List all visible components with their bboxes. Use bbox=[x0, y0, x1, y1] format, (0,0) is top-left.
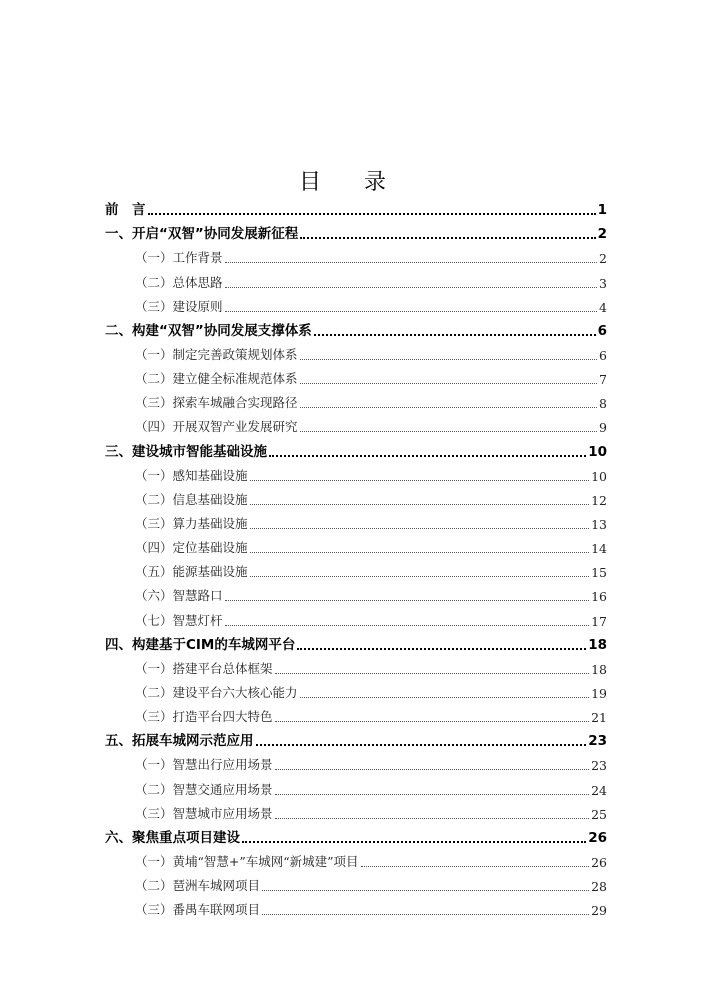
toc-entry-page-number: 6 bbox=[599, 347, 607, 363]
dot-leader bbox=[242, 841, 586, 843]
toc-entry-label: 前 言 bbox=[105, 202, 146, 219]
toc-entry-label: （二）信息基础设施 bbox=[135, 491, 248, 507]
toc-entry-label: （七）智慧灯杆 bbox=[135, 612, 223, 628]
toc-entry-label: 四、构建基于CIM的车城网平台 bbox=[105, 636, 296, 653]
toc-entry-label: 二、构建“双智”协同发展支撑体系 bbox=[105, 322, 312, 339]
toc-entry-label: （一）工作背景 bbox=[135, 250, 223, 266]
toc-section-entry[interactable] bbox=[105, 414, 607, 438]
toc-entry-page-number: 8 bbox=[599, 396, 607, 412]
dot-leader bbox=[262, 914, 589, 915]
toc-entry-label: 三、建设城市智能基础设施 bbox=[105, 443, 267, 460]
toc-section-entry[interactable] bbox=[105, 366, 607, 390]
toc-entry-page-number: 2 bbox=[599, 251, 607, 267]
dot-leader bbox=[256, 744, 587, 746]
toc-entry-label: （一）搭建平台总体框架 bbox=[135, 660, 273, 676]
toc-entry-page-number: 21 bbox=[591, 710, 607, 726]
dot-leader bbox=[269, 455, 586, 457]
dot-leader bbox=[275, 769, 590, 770]
toc-entry-label: 六、聚焦重点项目建设 bbox=[105, 829, 240, 846]
toc-entry-label: 五、拓展车城网示范应用 bbox=[105, 733, 254, 750]
toc-entry-label: （二）智慧交通应用场景 bbox=[135, 781, 273, 797]
toc-chapter-entry[interactable] bbox=[105, 728, 607, 752]
toc-entry-page-number: 12 bbox=[591, 492, 607, 508]
dot-leader bbox=[275, 721, 590, 722]
toc-section-entry[interactable] bbox=[105, 897, 607, 921]
toc-section-entry[interactable] bbox=[105, 245, 607, 269]
toc-entry-label: （二）建立健全标准规范体系 bbox=[135, 371, 298, 387]
toc-entry-page-number: 29 bbox=[591, 903, 607, 919]
toc-entry-page-number: 18 bbox=[591, 661, 607, 677]
toc-entry-page-number: 2 bbox=[597, 226, 607, 243]
toc-entry-page-number: 26 bbox=[588, 829, 607, 846]
toc-section-entry[interactable] bbox=[105, 535, 607, 559]
toc-entry-page-number: 10 bbox=[591, 468, 607, 484]
toc-entry-label: 一、开启“双智”协同发展新征程 bbox=[105, 226, 299, 243]
toc-entry-page-number: 18 bbox=[588, 636, 607, 653]
toc-entry-page-number: 23 bbox=[588, 733, 607, 750]
toc-section-entry[interactable] bbox=[105, 583, 607, 607]
dot-leader bbox=[314, 334, 596, 336]
toc-entry-page-number: 19 bbox=[591, 685, 607, 701]
toc-entry-label: （二）琶洲车城网项目 bbox=[135, 878, 261, 894]
toc-section-entry[interactable] bbox=[105, 849, 607, 873]
toc-chapter-entry[interactable] bbox=[105, 221, 607, 245]
dot-leader bbox=[148, 213, 596, 215]
dot-leader bbox=[225, 262, 597, 263]
toc-section-entry[interactable] bbox=[105, 752, 607, 776]
toc-entry-label: （一）感知基础设施 bbox=[135, 467, 248, 483]
toc-entry-label: （三）智慧城市应用场景 bbox=[135, 805, 273, 821]
page-title: 目 录 bbox=[299, 169, 404, 195]
toc-entry-page-number: 6 bbox=[597, 322, 607, 339]
toc-entry-page-number: 15 bbox=[591, 565, 607, 581]
toc-section-entry[interactable] bbox=[105, 390, 607, 414]
toc-section-entry[interactable] bbox=[105, 873, 607, 897]
dot-leader bbox=[300, 407, 597, 408]
toc-section-entry[interactable] bbox=[105, 607, 607, 631]
dot-leader bbox=[300, 697, 590, 698]
dot-leader bbox=[361, 866, 590, 867]
dot-leader bbox=[297, 648, 586, 650]
toc-section-entry[interactable] bbox=[105, 342, 607, 366]
dot-leader bbox=[225, 311, 597, 312]
toc-entry-label: （一）黄埔“智慧+”车城网“新城建”项目 bbox=[135, 853, 359, 869]
dot-leader bbox=[250, 504, 590, 505]
toc-section-entry[interactable] bbox=[105, 463, 607, 487]
dot-leader bbox=[250, 528, 590, 529]
toc-section-entry[interactable] bbox=[105, 487, 607, 511]
toc-entry-page-number: 28 bbox=[591, 879, 607, 895]
dot-leader bbox=[250, 552, 590, 553]
dot-leader bbox=[300, 431, 597, 432]
toc-entry-page-number: 4 bbox=[599, 299, 607, 315]
dot-leader bbox=[225, 287, 597, 288]
toc-entry-page-number: 14 bbox=[591, 541, 607, 557]
dot-leader bbox=[262, 890, 589, 891]
dot-leader bbox=[275, 818, 590, 819]
dot-leader bbox=[275, 794, 590, 795]
toc-entry-label: （三）番禺车联网项目 bbox=[135, 902, 261, 918]
toc-entry-label: （四）定位基础设施 bbox=[135, 540, 248, 556]
toc-entry-page-number: 24 bbox=[591, 782, 607, 798]
toc-entry-page-number: 25 bbox=[591, 806, 607, 822]
toc-entry-label: （五）能源基础设施 bbox=[135, 564, 248, 580]
toc-entry-page-number: 16 bbox=[591, 589, 607, 605]
toc-entry-label: （三）探索车城融合实现路径 bbox=[135, 395, 298, 411]
dot-leader bbox=[250, 480, 590, 481]
toc-section-entry[interactable] bbox=[105, 776, 607, 800]
toc-chapter-entry[interactable] bbox=[105, 438, 607, 462]
toc-entry-page-number: 9 bbox=[599, 420, 607, 436]
toc-section-entry[interactable] bbox=[105, 294, 607, 318]
toc-entry-page-number: 7 bbox=[599, 372, 607, 388]
toc-entry-label: （三）打造平台四大特色 bbox=[135, 709, 273, 725]
toc-entry-page-number: 3 bbox=[599, 275, 607, 291]
dot-leader bbox=[225, 600, 590, 601]
toc-entry-page-number: 26 bbox=[591, 854, 607, 870]
toc-entry-page-number: 13 bbox=[591, 516, 607, 532]
toc-entry-label: （三）算力基础设施 bbox=[135, 515, 248, 531]
toc-entry-page-number: 17 bbox=[591, 613, 607, 629]
toc-entry-label: （三）建设原则 bbox=[135, 298, 223, 314]
dot-leader bbox=[275, 673, 590, 674]
toc-entry-page-number: 1 bbox=[597, 202, 607, 219]
toc-entry-label: （一）制定完善政策规划体系 bbox=[135, 346, 298, 362]
toc-section-entry[interactable] bbox=[105, 559, 607, 583]
toc-entry-label: （四）开展双智产业发展研究 bbox=[135, 419, 298, 435]
toc-entry-page-number: 23 bbox=[591, 758, 607, 774]
toc-section-entry[interactable] bbox=[105, 704, 607, 728]
toc-entry-label: （一）智慧出行应用场景 bbox=[135, 757, 273, 773]
toc-chapter-entry[interactable] bbox=[105, 318, 607, 342]
toc-section-entry[interactable] bbox=[105, 269, 607, 293]
dot-leader bbox=[250, 576, 590, 577]
dot-leader bbox=[300, 383, 597, 384]
table-of-contents bbox=[105, 197, 607, 921]
toc-section-entry[interactable] bbox=[105, 801, 607, 825]
toc-chapter-entry[interactable] bbox=[105, 632, 607, 656]
toc-section-entry[interactable] bbox=[105, 680, 607, 704]
toc-entry-label: （二）建设平台六大核心能力 bbox=[135, 684, 298, 700]
toc-entry-page-number: 10 bbox=[588, 443, 607, 460]
toc-entry-label: （六）智慧路口 bbox=[135, 588, 223, 604]
toc-entry-label: （二）总体思路 bbox=[135, 274, 223, 290]
toc-chapter-entry[interactable] bbox=[105, 197, 607, 221]
dot-leader bbox=[225, 625, 590, 626]
toc-chapter-entry[interactable] bbox=[105, 825, 607, 849]
toc-section-entry[interactable] bbox=[105, 511, 607, 535]
toc-section-entry[interactable] bbox=[105, 656, 607, 680]
dot-leader bbox=[300, 359, 597, 360]
dot-leader bbox=[300, 237, 595, 239]
